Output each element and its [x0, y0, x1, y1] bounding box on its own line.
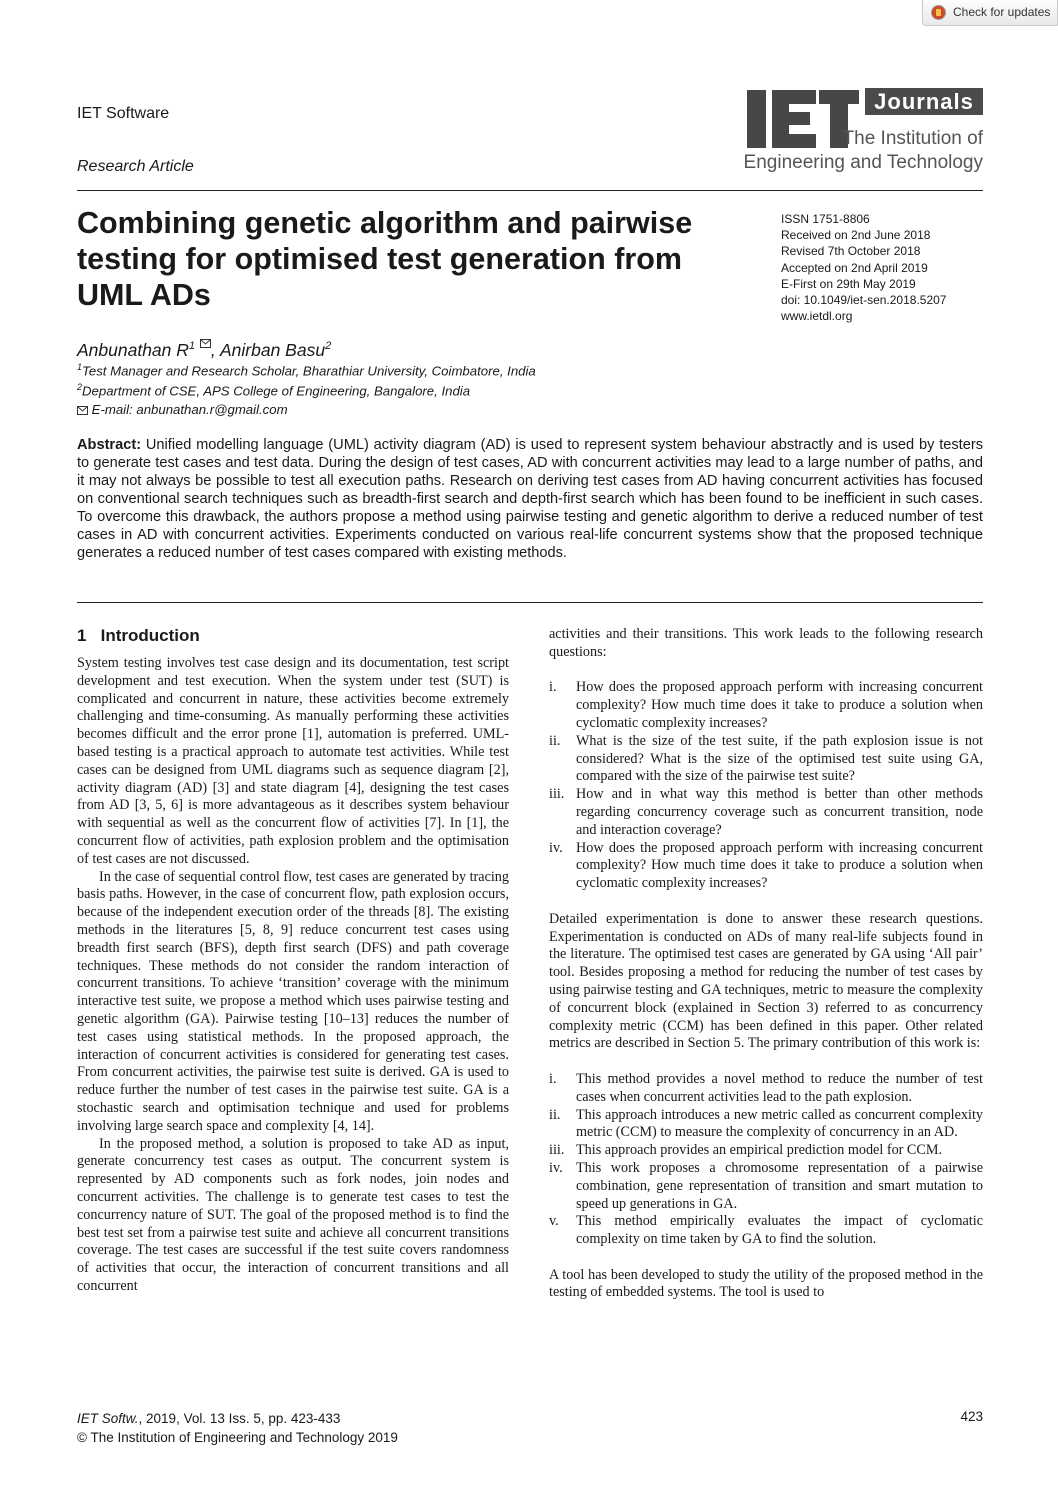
paragraph: System testing involves test case design and its documentation, test script development and test execution. When the system under test (SUT) is complicated and concurrent in nature, these activities become extremely challenging and time-consuming. As manually performing these activities becomes difficult and the error prone [1], automation is preferred. UML-based testing is a practical approach to automate test activities. While test cases can be designed from UML diagrams such as sequence diagram [2], activity diagram (AD) [3] and state diagram [4], designing the test cases from AD [3, 5, 6] is more advantageous as it describes system behaviour with sequential as well as the concurrent flow of activities [7]. In [1], the concurrent flow of activities, path explosion problem and the optimisation of test cases are not discussed. [77, 655, 509, 867]
list-item [549, 786, 983, 839]
affiliation-1-text: Test Manager and Research Scholar, Bharathiar University, Coimbatore, India [82, 363, 536, 379]
affiliation-2 [77, 382, 470, 398]
website-link[interactable]: www.ietdl.org [781, 309, 853, 324]
paragraph: In the proposed method, a solution is proposed to take AD as input, generate concurrency test cases as output. The concurrent system is represented by AD components such as fork nodes, join nodes and concurrent activities. The challenge is to generate test cases to test the concurrency nature of SUT. The goal of the proposed method is to find the best test set from a pairwise test suite and achieve all concurrent transitions coverage. The test cases are successful if the test suite covers randomness of activities that occur, the interaction of concurrent transitions and all concurrent [77, 1135, 509, 1294]
paragraph: A tool has been developed to study the utility of the proposed method in the testing of embedded systems. The tool is used to [549, 1266, 983, 1301]
list-item-text: This work proposes a chromosome representation of a pairwise combination, gene representation of transition and smart mutation to speed up generations in GA. [576, 1159, 983, 1212]
author-2[interactable]: Anirban Basu [219, 340, 326, 360]
list-item-number: iv. [549, 839, 563, 856]
abstract [77, 436, 983, 562]
author-list: Anbunathan $R^1$ , Anirban Basu$^2$ [77, 340, 332, 360]
logo-iet-text: IET [747, 88, 749, 89]
list-item-number: i. [549, 1070, 557, 1087]
list-item-text: How does the proposed approach perform with increasing concurrent complexity? How much time does it take to produce a solution when cyclomatic complexity increases? [576, 679, 983, 731]
abstract-divider [77, 602, 983, 603]
journal-abbrev: IET Softw. [77, 1411, 139, 1426]
right-column [549, 626, 983, 1302]
header-divider [77, 190, 983, 191]
list-item-text: This approach introduces a new metric called as concurrent complexity metric (CCM) to measure the complexity of concurrency in an AD. [576, 1106, 983, 1141]
logo-line-1: The Institution of [842, 128, 983, 149]
list-item [549, 1071, 983, 1107]
corresponding-author-mail-icon [200, 339, 211, 348]
paragraph: Detailed experimentation is done to answer these research questions. Experimentation is conducted on ADs of many real-life subjects found in the literature. The optimised test cases are generated by GA using ‘All pair’ tool. Besides proposing a method for reducing the number of test cases by using pairwise testing and GA techniques, metric to measure the complexity of concurrent block (explained in Section 3) referred to as concurrency complexity metric (CCM) has been defined in this paper. Other related metrics are described in Section 5. The primary contribution of this work is: [549, 910, 983, 1052]
affiliation-1 [77, 362, 536, 378]
list-item [549, 840, 983, 893]
list-item-number: ii. [549, 1106, 561, 1123]
article-type: Research Article [77, 158, 194, 175]
journals-badge: Journals [865, 88, 983, 115]
check-for-updates-button[interactable] [922, 0, 1058, 26]
list-item-text: How does the proposed approach perform with increasing concurrent complexity? How much time does it take to produce a solution when cyclomatic complexity increases? [576, 839, 983, 892]
check-for-updates-label: Check for updates [953, 5, 1051, 19]
page-number: 423 [960, 1409, 983, 1424]
list-item [549, 1160, 983, 1213]
list-item [549, 1107, 983, 1143]
list-item-number: i. [549, 679, 557, 696]
abstract-label: Abstract: [77, 437, 142, 453]
affiliation-2-text: Department of CSE, APS College of Engineering, Bangalore, India [82, 383, 471, 399]
issn: ISSN 1751-8806 [781, 212, 870, 226]
paragraph: In the case of sequential control flow, test cases are generated by tracing basis paths. However, in the case of concurrent flow, path explosion occurs, because of the independent execution order of the threads [8]. The existing methods in the literatures [5, 8, 9] reduce concurrent test cases using breadth first search (BFS), depth first search (DFS) and path coverage techniques. These methods do not consider the random interaction of concurrent transitions. To achieve ‘transition’ coverage with the minimum interactive test suite, we propose a method which uses pairwise testing and genetic algorithm (GA). Pairwise testing [10–13] reduces the number of test cases using statistical methods. In the proposed approach, the interaction of concurrent activities is considered for generating test cases. From concurrent activities, the pairwise test suite is derived. GA is used to reduce further the number of test cases in the pairwise test suite. GA is a stochastic search and optimisation technique and used for problems involving large search space and complexity [4, 14]. [77, 868, 509, 1134]
list-item-text: How and in what way this method is better than other methods regarding concurrency coverage such as concurrent transition, node and interaction coverage? [576, 786, 983, 838]
doi-link[interactable]: doi: 10.1049/iet-sen.2018.5207 [781, 293, 947, 308]
list-item-text: This method empirically evaluates the impact of cyclomatic complexity on time taken by GA to find the solution. [576, 1213, 983, 1248]
list-item-number: v. [549, 1213, 559, 1230]
list-item-number: iii. [549, 786, 565, 803]
abstract-text: Unified modelling language (UML) activity diagram (AD) is used to represent system behaviour abstractly and is used by testers to generate test cases and test data. During the design of test cases, AD with concurrent activities may lead to a large number of paths, and it may not always be possible to test all execution paths. Research on deriving test cases from AD having concurrent activities has focused on conventional search techniques such as breadth-first search and depth-first search which has been found to be inefficient in such cases. To overcome this drawback, the authors propose a method using pairwise testing and genetic algorithm to derive a reduced number of test cases in AD with concurrent activities. Experiments conducted on various real-life concurrent systems show that the proposed technique generates a reduced number of test cases compared with existing methods. [77, 437, 983, 561]
accepted-date: Accepted on 2nd April 2019 [781, 260, 928, 275]
revised-date: Revised 7th October 2018 [781, 244, 921, 259]
author-1[interactable]: Anbunathan R [77, 340, 189, 360]
email-text[interactable]: E-mail: anbunathan.r@gmail.com [91, 402, 288, 417]
efirst-date: E-First on 29th May 2019 [781, 276, 916, 291]
list-item [549, 733, 983, 786]
section-heading-introduction [77, 626, 200, 646]
section-number: 1 [77, 626, 87, 645]
article-metadata [781, 211, 946, 324]
copyright: © The Institution of Engineering and Technology 2019 [77, 1430, 398, 1445]
article-title: Combining genetic algorithm and pairwise testing for optimised test generation from UML ADs [77, 206, 693, 312]
email-icon [77, 406, 88, 415]
list-item-text: This approach provides an empirical prediction model for CCM. [576, 1142, 943, 1159]
list-item [549, 679, 983, 732]
affiliation-1-number: 1 [77, 362, 83, 372]
list-item-text: What is the size of the test suite, if the path explosion issue is not considered? What is the size of the optimised test suite using GA, compared with the size of the pairwise test suite? [576, 732, 983, 785]
section-title: Introduction [100, 626, 200, 645]
received-date: Received on 2nd June 2018 [781, 228, 931, 243]
affiliation-2-number: 2 [77, 382, 83, 392]
list-item-text: This method provides a novel method to reduce the number of test cases when concurrent activities lead to the path explosion. [576, 1070, 983, 1105]
paragraph: activities and their transitions. This work leads to the following research questions: [549, 626, 983, 660]
author-1-affil: 1 [188, 340, 196, 353]
logo-line-2: Engineering and Technology [743, 152, 983, 173]
author-2-affil: 2 [325, 340, 332, 353]
list-item-number: iii. [549, 1142, 565, 1159]
contributions-list [549, 1071, 983, 1249]
list-item-number: iv. [549, 1159, 563, 1176]
journal-name: IET Software [77, 105, 170, 122]
research-questions-list [549, 679, 983, 893]
list-item [549, 1213, 983, 1249]
citation: , 2019, Vol. 13 Iss. 5, pp. 423-433 [138, 1411, 341, 1426]
list-item [549, 1142, 983, 1160]
citation-line [77, 1409, 398, 1428]
list-item-number: ii. [549, 732, 561, 749]
crossmark-icon [931, 5, 946, 20]
corresponding-email [77, 402, 288, 417]
page-footer [77, 1409, 398, 1447]
iet-journals-logo [743, 88, 983, 176]
left-column [77, 655, 509, 1296]
